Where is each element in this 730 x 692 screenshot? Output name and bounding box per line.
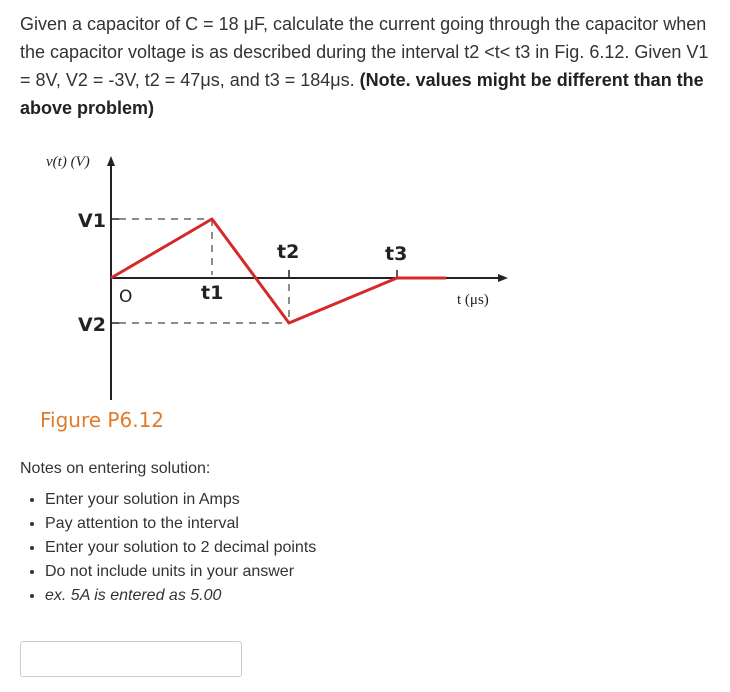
voltage-waveform-diagram bbox=[0, 140, 560, 440]
voltage-waveform bbox=[111, 219, 446, 323]
figure-caption: Figure P6.12 bbox=[40, 408, 165, 432]
x-axis-arrow bbox=[498, 274, 508, 282]
note-item: • ex. 5A is entered as 5.00 bbox=[45, 584, 316, 608]
notes-list bbox=[20, 488, 316, 608]
origin-label: O bbox=[119, 287, 133, 307]
v1-label: V1 bbox=[78, 210, 106, 232]
answer-input[interactable] bbox=[20, 641, 242, 677]
t2-label: t2 bbox=[277, 241, 300, 263]
question-text bbox=[20, 10, 720, 122]
t3-label: t3 bbox=[385, 243, 408, 265]
note-item: • Enter your solution to 2 decimal points bbox=[45, 536, 316, 560]
note-item: • Pay attention to the interval bbox=[45, 512, 316, 536]
note-item: • Enter your solution in Amps bbox=[45, 488, 316, 512]
note-item: • Do not include units in your answer bbox=[45, 560, 316, 584]
question-body: Given a capacitor of C = 18 μF, calculate the current going through the capacitor when the capacitor voltage is as described during the interval t2 <t< t3 in Fig. 6.12. Given V1 = 8V, V2 = -3V, t2 = 47μs, and t3 = 184μs. bbox=[20, 14, 709, 90]
x-axis-label: t (μs) bbox=[457, 292, 489, 308]
figure-p6-12 bbox=[0, 140, 560, 440]
v2-label: V2 bbox=[78, 314, 106, 336]
t1-label: t1 bbox=[201, 282, 224, 304]
question-note: (Note. values might be different than the above problem) bbox=[20, 70, 704, 118]
y-axis-label: v(t) (V) bbox=[46, 154, 90, 170]
notes-title: Notes on entering solution: bbox=[20, 460, 211, 477]
y-axis-arrow bbox=[107, 156, 115, 166]
